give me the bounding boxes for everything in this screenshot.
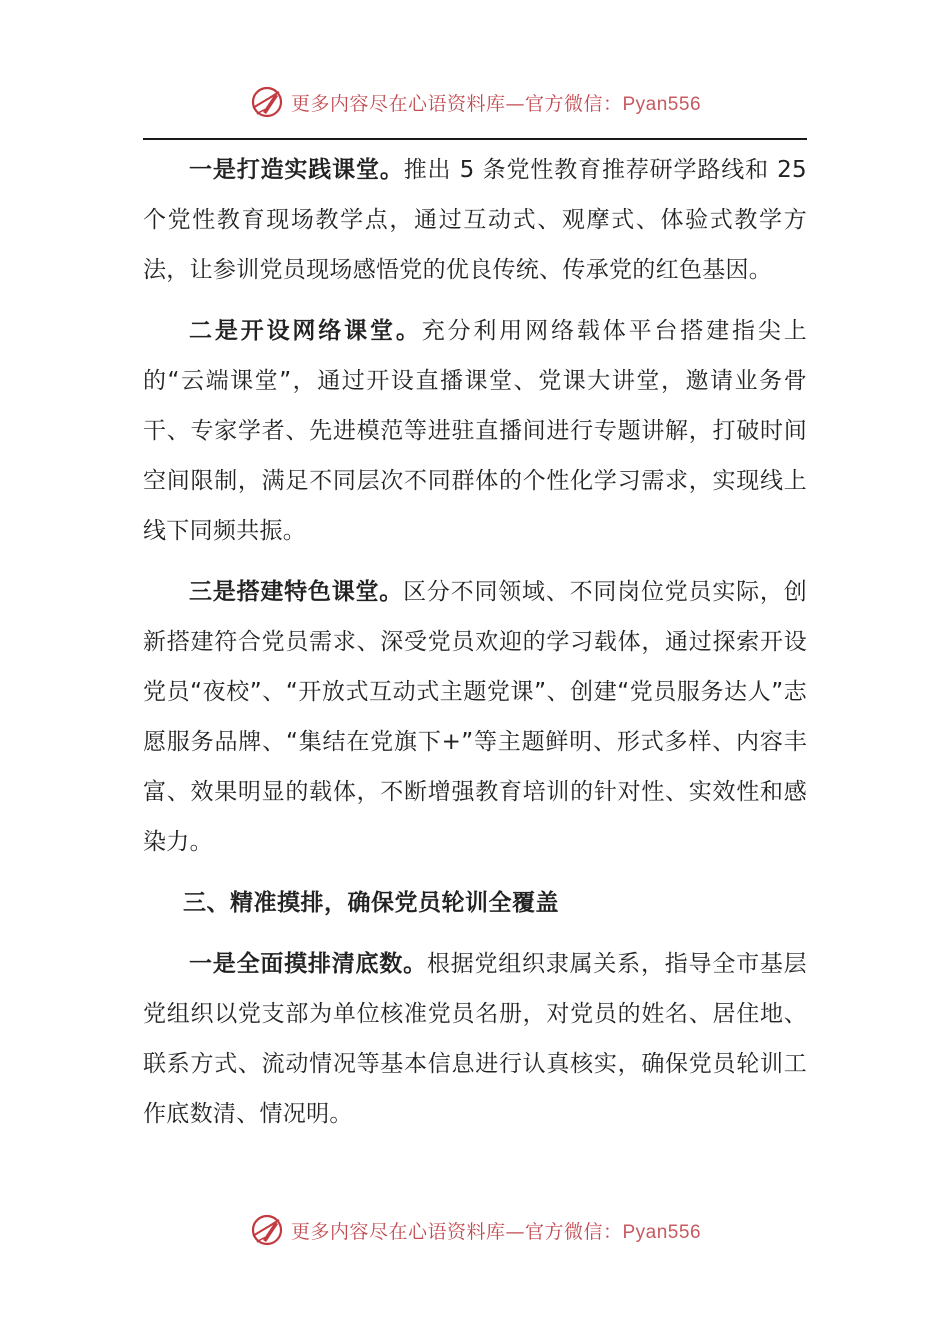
- paragraph-lead: 二是开设网络课堂。: [189, 318, 422, 344]
- footer-banner: [0, 1210, 950, 1250]
- banner-dash: —: [505, 1220, 525, 1243]
- paragraph-body: 区分不同领域、不同岗位党员实际，创新搭建符合党员需求、深受党员欢迎的学习载体，通过探索开设党员“夜校”、“开放式互动式主题党课”、创建“党员服务达人”志愿服务品牌、“集结在党旗下+”等主题鲜明、形式多样、内容丰富、效果明显的载体，不断增强教育培训的针对性、实效性和感染力。: [143, 579, 807, 855]
- banner-text: [291, 89, 701, 116]
- paragraph-body: 推出 5 条党性教育推荐研学路线和 25 个党性教育现场教学点，通过互动式、观摩式、体验式教学方法，让参训党员现场感悟党的优良传统、传承党的红色基因。: [143, 157, 807, 283]
- paragraph: [143, 145, 807, 295]
- banner-main-text: 更多内容尽在心语资料库: [290, 1220, 506, 1243]
- header-divider: [143, 138, 807, 140]
- banner-wechat-label: 官方微信：: [524, 1220, 623, 1243]
- paragraph: [143, 939, 807, 1139]
- banner-wechat-label: 官方微信：: [524, 92, 623, 115]
- paragraph-body: 根据党组织隶属关系，指导全市基层党组织以党支部为单位核准党员名册，对党员的姓名、居住地、联系方式、流动情况等基本信息进行认真核实，确保党员轮训工作底数清、情况明。: [143, 951, 807, 1127]
- paragraph: [143, 306, 807, 556]
- banner-wechat-id: Pyan556: [622, 1221, 702, 1243]
- paragraph-lead: 一是全面摸排清底数。: [189, 951, 427, 977]
- paragraph: [143, 567, 807, 867]
- pen-logo-icon: [249, 84, 285, 120]
- banner-text: [291, 1217, 701, 1244]
- paragraph-body: 充分利用网络载体平台搭建指尖上的“云端课堂”，通过开设直播课堂、党课大讲堂，邀请业务骨干、专家学者、先进模范等进驻直播间进行专题讲解，打破时间空间限制，满足不同层次不同群体的个性化学习需求，实现线上线下同频共振。: [143, 318, 808, 544]
- banner-dash: —: [505, 92, 525, 115]
- section-heading: 三、精准摸排，确保党员轮训全覆盖: [183, 890, 559, 916]
- header-banner: [0, 82, 950, 122]
- document-body: [143, 145, 807, 1150]
- paragraph-lead: 三是搭建特色课堂。: [189, 579, 404, 605]
- paragraph-lead: 一是打造实践课堂。: [189, 157, 404, 183]
- banner-main-text: 更多内容尽在心语资料库: [290, 92, 506, 115]
- pen-logo-icon: [249, 1212, 285, 1248]
- banner-wechat-id: Pyan556: [622, 93, 702, 115]
